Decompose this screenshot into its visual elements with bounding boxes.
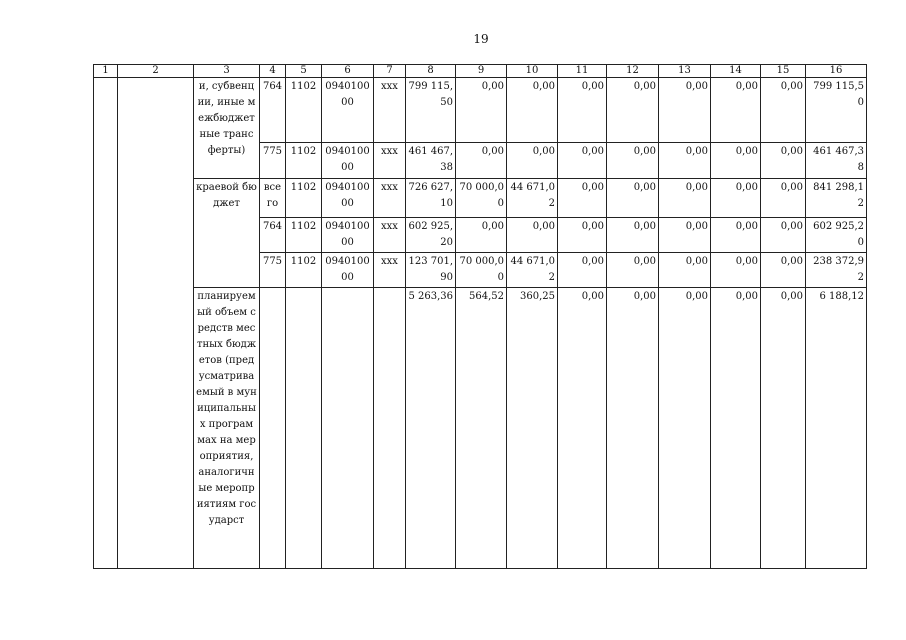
budget-table	[93, 64, 867, 569]
cell-col-12: 0,00	[607, 218, 659, 253]
cell-col-15: 0,00	[761, 288, 806, 569]
cell-col-7: ххх	[374, 179, 406, 218]
cell-col-4: 775	[260, 143, 286, 179]
column-header-3: 3	[194, 65, 260, 78]
cell-col-9: 564,52	[456, 288, 507, 569]
header-row	[94, 65, 867, 78]
cell-col-11: 0,00	[558, 143, 607, 179]
cell-col-5: 1102	[286, 179, 322, 218]
cell-col-6: 094010000	[322, 179, 374, 218]
cell-col-16: 841 298,12	[806, 179, 867, 218]
cell-col-7: ххх	[374, 143, 406, 179]
cell-col-13: 0,00	[659, 288, 711, 569]
table-row	[94, 78, 867, 143]
cell-col-10: 0,00	[507, 143, 558, 179]
table-row	[94, 288, 867, 569]
cell-col-15: 0,00	[761, 218, 806, 253]
cell-col-10: 44 671,02	[507, 253, 558, 288]
cell-col-8: 123 701,90	[406, 253, 456, 288]
cell-col-7: ххх	[374, 78, 406, 143]
cell-col-6: 094010000	[322, 78, 374, 143]
cell-col-8: 726 627,10	[406, 179, 456, 218]
column-header-8: 8	[406, 65, 456, 78]
col1-cell	[94, 78, 118, 569]
cell-col-13: 0,00	[659, 253, 711, 288]
cell-col-11: 0,00	[558, 218, 607, 253]
cell-col-13: 0,00	[659, 179, 711, 218]
cell-col-10: 0,00	[507, 78, 558, 143]
column-header-2: 2	[118, 65, 194, 78]
cell-col-15: 0,00	[761, 143, 806, 179]
cell-col-12: 0,00	[607, 253, 659, 288]
cell-col-14: 0,00	[711, 179, 761, 218]
cell-col-6: 094010000	[322, 218, 374, 253]
cell-col-5: 1102	[286, 143, 322, 179]
column-header-4: 4	[260, 65, 286, 78]
cell-col-12: 0,00	[607, 143, 659, 179]
cell-col-8: 461 467,38	[406, 143, 456, 179]
cell-col-13: 0,00	[659, 78, 711, 143]
cell-col-8: 5 263,36	[406, 288, 456, 569]
col2-cell	[118, 78, 194, 569]
cell-col-7	[374, 288, 406, 569]
table-row	[94, 179, 867, 218]
cell-col-5: 1102	[286, 78, 322, 143]
column-header-9: 9	[456, 65, 507, 78]
cell-col-11: 0,00	[558, 179, 607, 218]
cell-col-6	[322, 288, 374, 569]
cell-col-4	[260, 288, 286, 569]
column-header-14: 14	[711, 65, 761, 78]
cell-col-9: 0,00	[456, 143, 507, 179]
cell-col-11: 0,00	[558, 253, 607, 288]
cell-col-8: 799 115,50	[406, 78, 456, 143]
column-header-15: 15	[761, 65, 806, 78]
cell-col-14: 0,00	[711, 288, 761, 569]
page-number: 19	[473, 32, 489, 46]
column-header-12: 12	[607, 65, 659, 78]
column-header-16: 16	[806, 65, 867, 78]
cell-col-8: 602 925,20	[406, 218, 456, 253]
cell-col-15: 0,00	[761, 78, 806, 143]
row-label: и, субвенции, иные межбюджетные трансферты)	[194, 78, 260, 179]
cell-col-7: ххх	[374, 253, 406, 288]
cell-col-5: 1102	[286, 218, 322, 253]
cell-col-10: 360,25	[507, 288, 558, 569]
cell-col-12: 0,00	[607, 179, 659, 218]
cell-col-4: 764	[260, 78, 286, 143]
cell-col-12: 0,00	[607, 78, 659, 143]
column-header-5: 5	[286, 65, 322, 78]
column-header-6: 6	[322, 65, 374, 78]
cell-col-6: 094010000	[322, 143, 374, 179]
cell-col-11: 0,00	[558, 288, 607, 569]
cell-col-10: 0,00	[507, 218, 558, 253]
cell-col-4: 775	[260, 253, 286, 288]
column-header-1: 1	[94, 65, 118, 78]
cell-col-5: 1102	[286, 253, 322, 288]
column-header-11: 11	[558, 65, 607, 78]
cell-col-16: 6 188,12	[806, 288, 867, 569]
cell-col-6: 094010000	[322, 253, 374, 288]
cell-col-14: 0,00	[711, 78, 761, 143]
cell-col-4: 764	[260, 218, 286, 253]
cell-col-15: 0,00	[761, 179, 806, 218]
column-header-7: 7	[374, 65, 406, 78]
row-label: планируемый объем средств местных бюджетов (предусматриваемый в муниципальных программах на мероприятия, аналогичные мероприятиям государст	[194, 288, 260, 569]
column-header-13: 13	[659, 65, 711, 78]
cell-col-16: 461 467,38	[806, 143, 867, 179]
cell-col-15: 0,00	[761, 253, 806, 288]
cell-col-16: 602 925,20	[806, 218, 867, 253]
cell-col-14: 0,00	[711, 143, 761, 179]
cell-col-10: 44 671,02	[507, 179, 558, 218]
cell-col-14: 0,00	[711, 253, 761, 288]
cell-col-7: ххх	[374, 218, 406, 253]
cell-col-12: 0,00	[607, 288, 659, 569]
cell-col-16: 799 115,50	[806, 78, 867, 143]
cell-col-9: 70 000,00	[456, 253, 507, 288]
cell-col-9: 0,00	[456, 218, 507, 253]
cell-col-13: 0,00	[659, 143, 711, 179]
cell-col-11: 0,00	[558, 78, 607, 143]
row-label: краевой бюджет	[194, 179, 260, 288]
column-header-10: 10	[507, 65, 558, 78]
cell-col-4: всего	[260, 179, 286, 218]
cell-col-5	[286, 288, 322, 569]
cell-col-13: 0,00	[659, 218, 711, 253]
cell-col-14: 0,00	[711, 218, 761, 253]
cell-col-9: 70 000,00	[456, 179, 507, 218]
cell-col-16: 238 372,92	[806, 253, 867, 288]
cell-col-9: 0,00	[456, 78, 507, 143]
